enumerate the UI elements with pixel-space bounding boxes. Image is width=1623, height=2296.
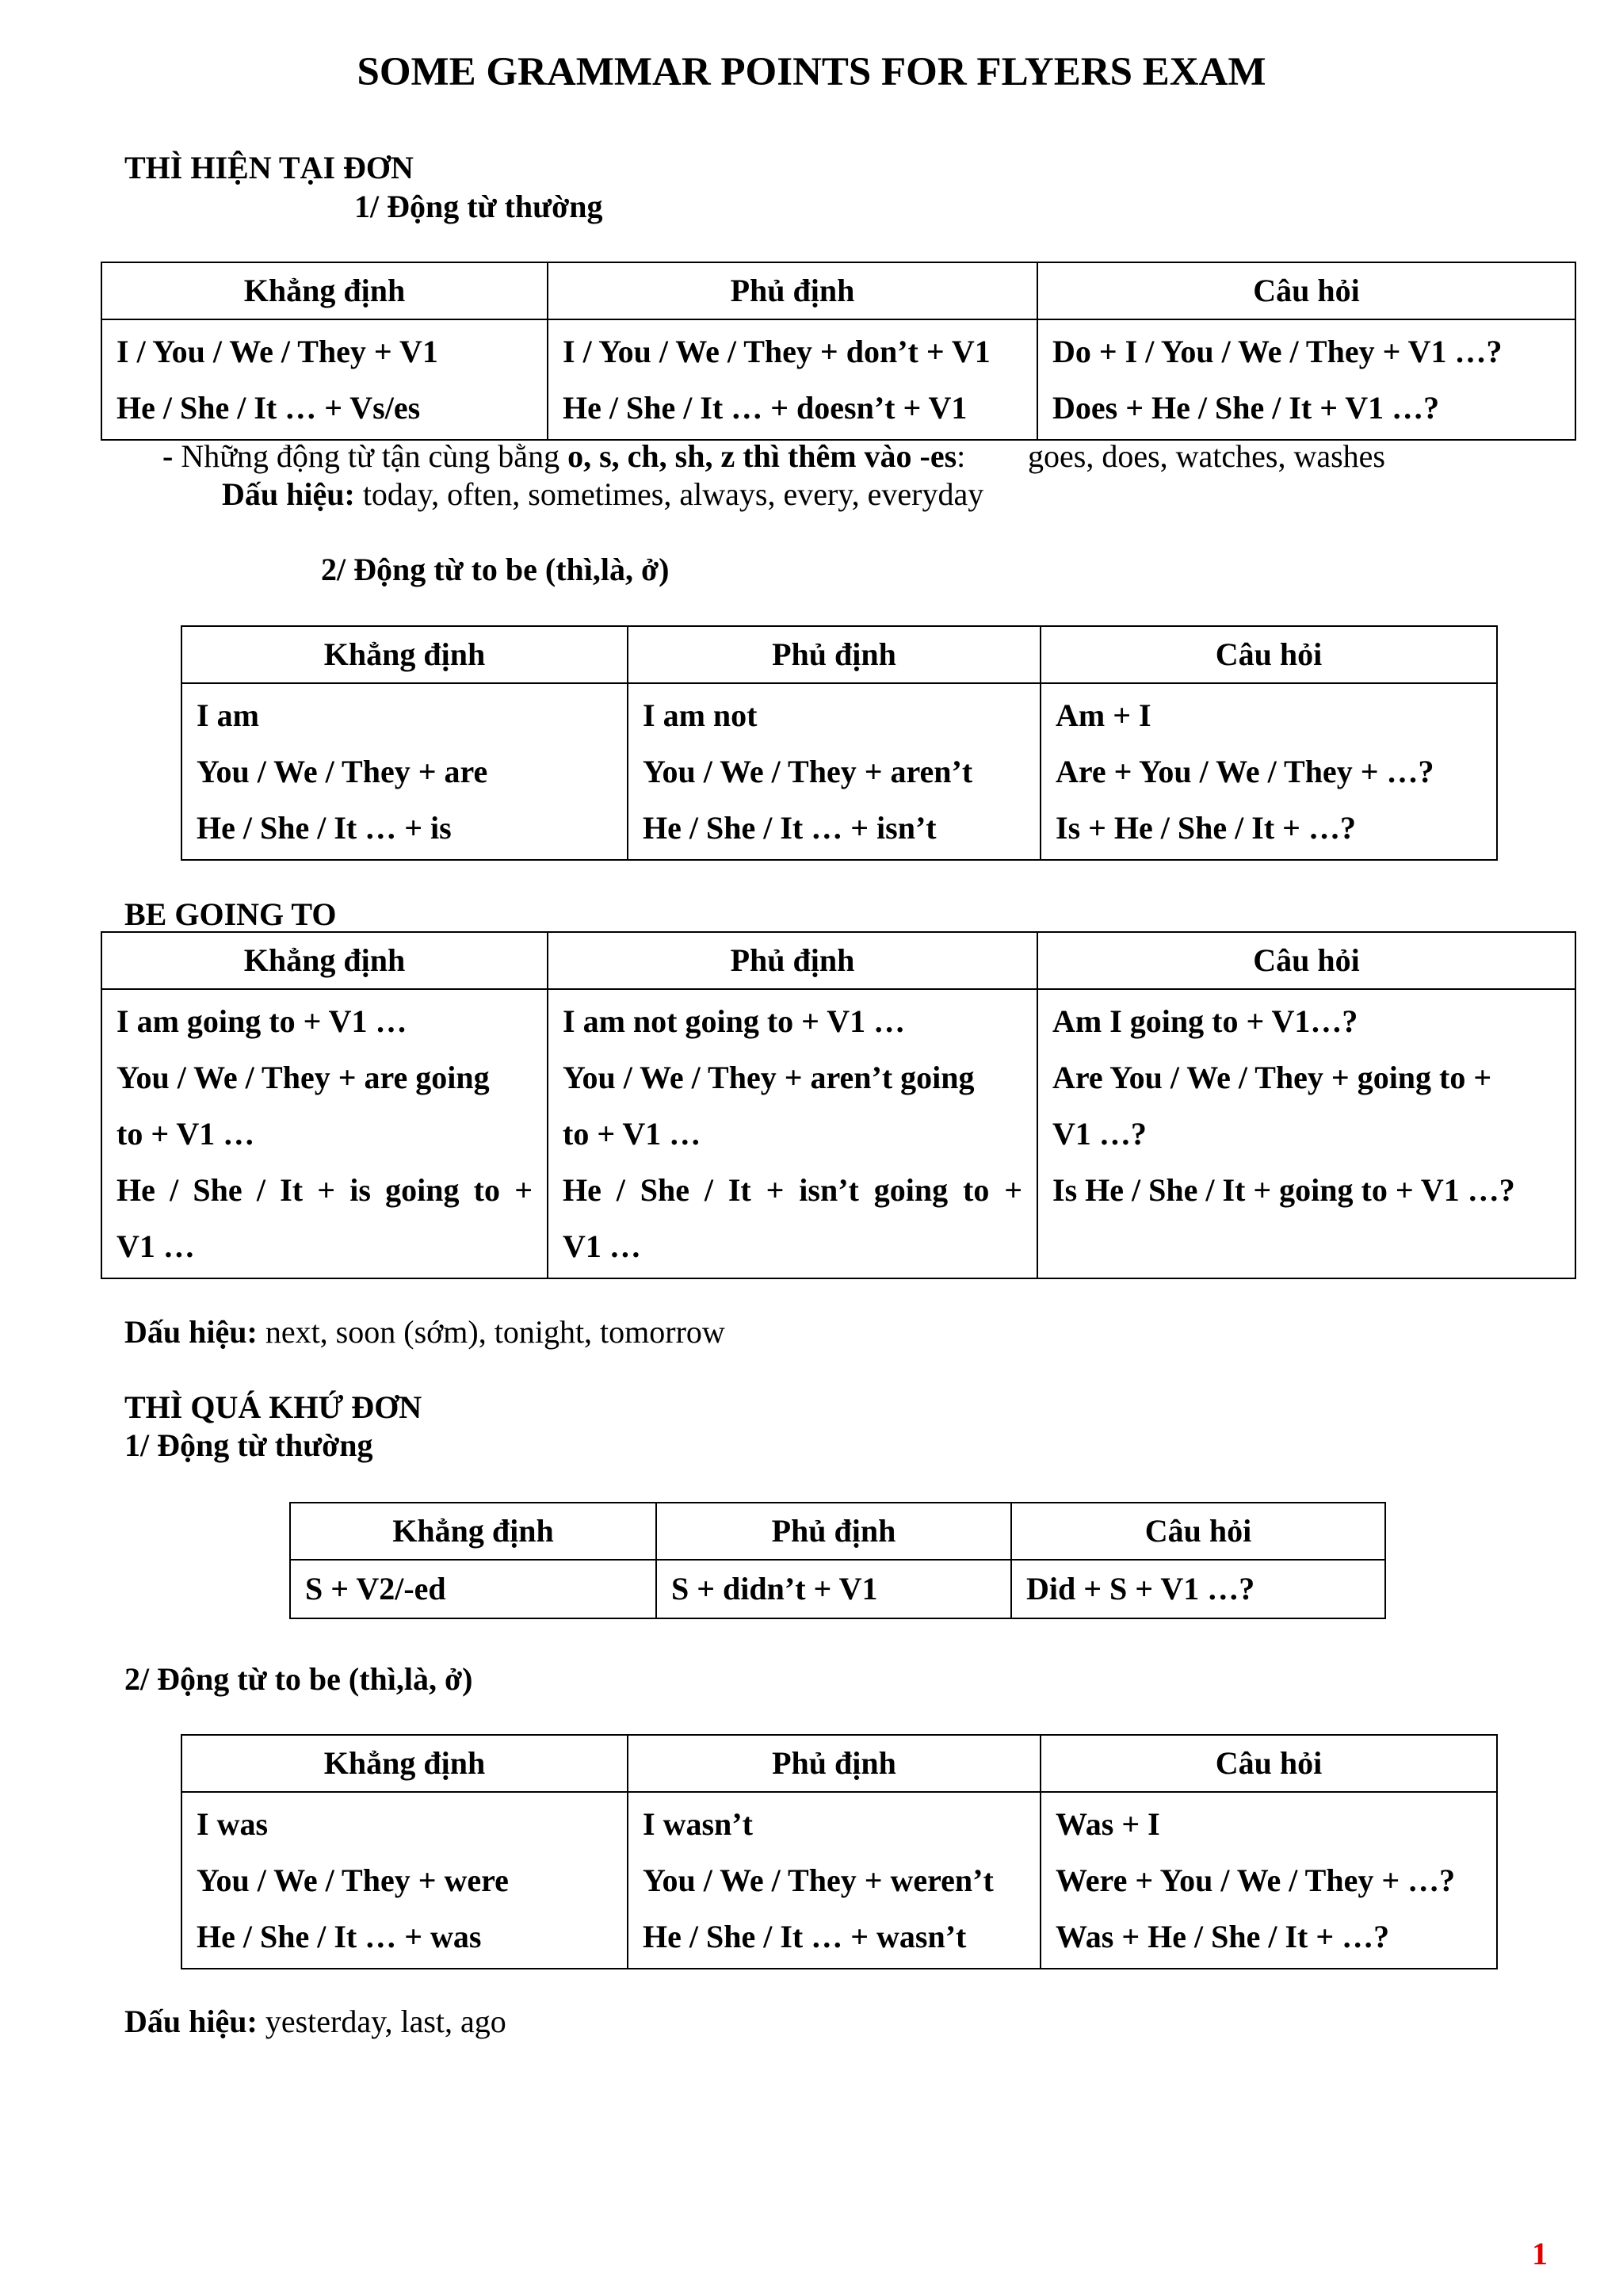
cell-line: You / We / They + aren’t (643, 754, 973, 789)
page-title: SOME GRAMMAR POINTS FOR FLYERS EXAM (357, 50, 1266, 94)
header-negative: Phủ định (656, 1503, 1011, 1560)
cell-line: He / She / It … + wasn’t (643, 1919, 967, 1954)
cell-line: I was (197, 1806, 269, 1842)
signs-label: Dấu hiệu: (124, 1314, 258, 1350)
cell-line: He / She / It … + isn’t (643, 810, 937, 846)
cell-question (1041, 1792, 1497, 1969)
table-present-simple-to-be (181, 625, 1498, 861)
cell-line: Was + I (1056, 1806, 1160, 1842)
cell-affirmative (290, 1560, 656, 1618)
header-negative: Phủ định (548, 932, 1037, 989)
cell-line: S + V2/-ed (305, 1571, 446, 1606)
cell-line: You / We / They + were (197, 1862, 509, 1898)
note-bold: o, s, ch, sh, z thì thêm vào -es (567, 438, 957, 474)
header-negative: Phủ định (628, 1735, 1041, 1792)
header-affirmative: Khẳng định (290, 1503, 656, 1560)
cell-line: You / We / They + are going (116, 1060, 490, 1095)
cell-line: Were + You / We / They + …? (1056, 1862, 1456, 1898)
signs-text: today, often, sometimes, always, every, everyday (354, 476, 984, 512)
cell-line: V1 …? (1052, 1116, 1147, 1152)
cell-negative (628, 683, 1041, 860)
cell-line: I am (197, 697, 259, 733)
page-number: 1 (1532, 2236, 1548, 2271)
cell-line: He / She / It + is going to + (116, 1172, 533, 1208)
signs-text: next, soon (sớm), tonight, tomorrow (257, 1314, 725, 1350)
note-colon: : (957, 438, 966, 474)
cell-affirmative (181, 1792, 628, 1969)
subheading-regular-verbs-past: 1/ Động từ thường (124, 1427, 373, 1463)
header-affirmative: Khẳng định (181, 626, 628, 683)
cell-line: V1 … (116, 1228, 195, 1264)
cell-negative (548, 989, 1037, 1278)
cell-line: I am not (643, 697, 758, 733)
header-negative: Phủ định (628, 626, 1041, 683)
header-affirmative: Khẳng định (101, 262, 548, 319)
signs-be-going-to (124, 1313, 725, 1351)
cell-line: Is He / She / It + going to + V1 …? (1052, 1172, 1515, 1208)
header-question: Câu hỏi (1041, 626, 1497, 683)
header-question: Câu hỏi (1041, 1735, 1497, 1792)
subheading-regular-verbs: 1/ Động từ thường (354, 189, 603, 224)
cell-line: Are You / We / They + going to + (1052, 1060, 1492, 1095)
cell-line: You / We / They + are (197, 754, 488, 789)
cell-line: He / She / It + isn’t going to + (563, 1172, 1022, 1208)
table-present-simple-regular (101, 262, 1576, 441)
cell-line: Are + You / We / They + …? (1056, 754, 1434, 789)
cell-negative (656, 1560, 1011, 1618)
cell-line: Did + S + V1 …? (1026, 1571, 1255, 1606)
cell-line: Is + He / She / It + …? (1056, 810, 1356, 846)
signs-text: yesterday, last, ago (257, 2004, 506, 2039)
note-dash: - (162, 438, 181, 474)
cell-negative (628, 1792, 1041, 1969)
signs-label: Dấu hiệu: (124, 2004, 258, 2039)
cell-affirmative (101, 989, 548, 1278)
cell-question (1037, 319, 1575, 440)
signs-past-simple (124, 2003, 506, 2041)
cell-line: He / She / It … + was (197, 1919, 482, 1954)
cell-line: V1 … (563, 1228, 641, 1264)
table-past-simple-to-be (181, 1734, 1498, 1969)
cell-line: He / She / It … + Vs/es (116, 390, 421, 426)
signs-label: Dấu hiệu: (222, 476, 355, 512)
header-affirmative: Khẳng định (181, 1735, 628, 1792)
cell-question (1041, 683, 1497, 860)
cell-negative (548, 319, 1037, 440)
header-question: Câu hỏi (1037, 932, 1575, 989)
header-question: Câu hỏi (1011, 1503, 1385, 1560)
cell-line: S + didn’t + V1 (671, 1571, 878, 1606)
note-examples: goes, does, watches, washes (1028, 438, 1385, 474)
header-affirmative: Khẳng định (101, 932, 548, 989)
section-heading-be-going-to: BE GOING TO (124, 896, 337, 932)
cell-line: You / We / They + weren’t (643, 1862, 994, 1898)
cell-line: Do + I / You / We / They + V1 …? (1052, 334, 1503, 369)
cell-line: to + V1 … (116, 1116, 255, 1152)
table-be-going-to (101, 931, 1576, 1279)
signs-present-simple (222, 476, 983, 514)
cell-affirmative (181, 683, 628, 860)
cell-line: Does + He / She / It + V1 …? (1052, 390, 1440, 426)
header-negative: Phủ định (548, 262, 1037, 319)
subheading-to-be-past: 2/ Động từ to be (thì,là, ở) (124, 1661, 473, 1697)
note-es-rule (162, 437, 965, 476)
cell-line: Am + I (1056, 697, 1151, 733)
cell-line: I wasn’t (643, 1806, 753, 1842)
cell-question (1011, 1560, 1385, 1618)
cell-line: I am going to + V1 … (116, 1003, 407, 1039)
cell-line: He / She / It … + is (197, 810, 452, 846)
cell-line: Am I going to + V1…? (1052, 1003, 1358, 1039)
note-text: Những động từ tận cùng bằng (181, 438, 568, 474)
cell-line: He / She / It … + doesn’t + V1 (563, 390, 968, 426)
cell-line: to + V1 … (563, 1116, 701, 1152)
subheading-to-be: 2/ Động từ to be (thì,là, ở) (321, 552, 670, 587)
cell-line: I / You / We / They + don’t + V1 (563, 334, 991, 369)
cell-question (1037, 989, 1575, 1278)
cell-line: I am not going to + V1 … (563, 1003, 906, 1039)
cell-affirmative (101, 319, 548, 440)
cell-line: I / You / We / They + V1 (116, 334, 438, 369)
cell-line: Was + He / She / It + …? (1056, 1919, 1390, 1954)
cell-line: You / We / They + aren’t going (563, 1060, 975, 1095)
header-question: Câu hỏi (1037, 262, 1575, 319)
table-past-simple-regular (289, 1502, 1386, 1619)
section-heading-past-simple: THÌ QUÁ KHỨ ĐƠN (124, 1389, 422, 1425)
section-heading-present-simple: THÌ HIỆN TẠI ĐƠN (124, 150, 414, 185)
